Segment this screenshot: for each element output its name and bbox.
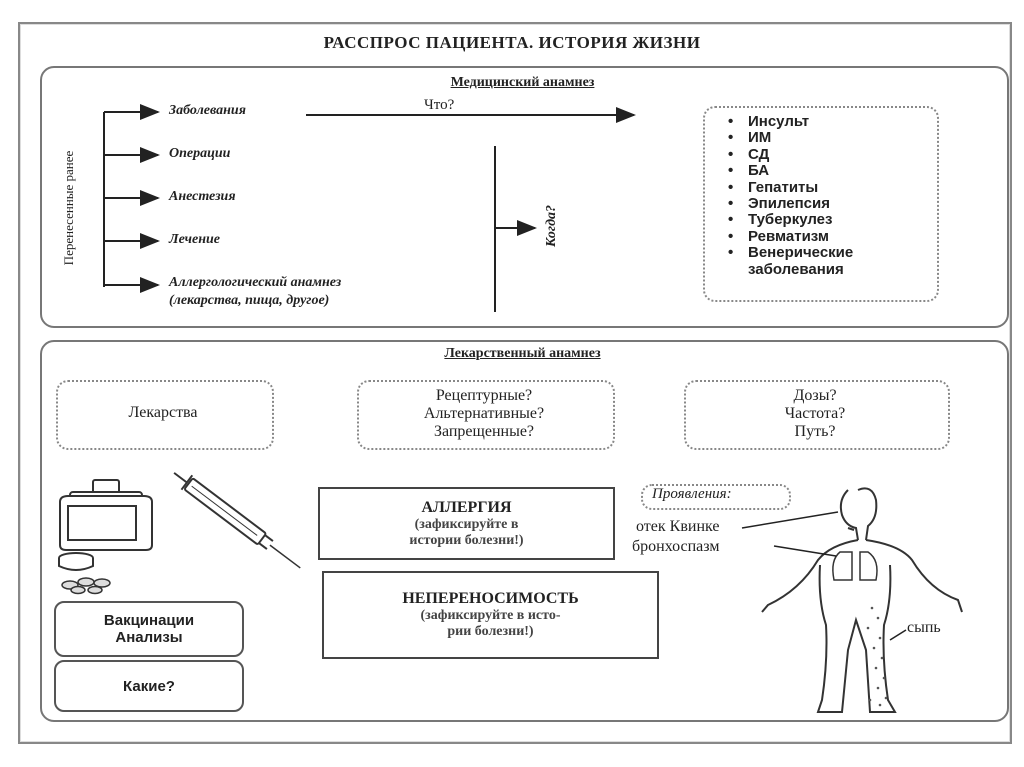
question-alternative: Альтернативные? (423, 405, 545, 422)
item-diseases: Заболевания (169, 103, 246, 118)
what-label: Что? (424, 97, 455, 113)
intolerance-note-2: рии болезни!) (447, 624, 534, 639)
intolerance-note-1: (зафиксируйте в исто- (420, 608, 561, 623)
question-route: Путь? (794, 423, 836, 440)
intolerance-title: НЕПЕРЕНОСИМОСТЬ (402, 590, 579, 607)
question-prescription: Рецептурные? (435, 387, 533, 404)
disease-item: • Инсульт (718, 114, 853, 130)
when-label: Когда? (544, 204, 559, 248)
question-frequency: Частота? (784, 405, 846, 422)
bronchospasm-label: бронхоспазм (632, 538, 720, 555)
disease-item: • СД (718, 147, 853, 163)
disease-item: • ИМ (718, 130, 853, 146)
which-label: Какие? (123, 677, 175, 695)
lungs-outline (833, 552, 877, 580)
drug-anamnesis-title: Лекарственный анамнез (444, 346, 601, 361)
disease-item: • Эпилепсия (718, 196, 853, 212)
item-allergy-history: Аллергологический анамнез (169, 275, 342, 290)
analyses-label: Анализы (115, 629, 183, 646)
allergy-note-2: истории болезни!) (409, 532, 524, 548)
disease-item: • БА (718, 163, 853, 179)
disease-item: • Гепатиты (718, 180, 853, 196)
drugs-label: Лекарства (128, 404, 198, 421)
manifestations-label: Проявления: (652, 486, 732, 502)
head-outline (841, 490, 858, 540)
page-title: РАССПРОС ПАЦИЕНТА. ИСТОРИЯ ЖИЗНИ (323, 33, 701, 52)
rash-pointer (890, 630, 906, 640)
medical-anamnesis-title: Медицинский анамнез (450, 75, 595, 90)
vaccinations-label: Вакцинации (103, 612, 195, 629)
allergy-note-1: (зафиксируйте в (414, 516, 519, 532)
item-allergy-detail: (лекарства, пища, другое) (169, 293, 330, 308)
rash-label: сыпь (907, 619, 941, 636)
quincke-pointer (742, 512, 838, 528)
disease-item: • Туберкулез (718, 212, 853, 228)
item-operations: Операции (169, 146, 231, 161)
item-anesthesia: Анестезия (169, 189, 236, 204)
disease-item-continuation: заболевания (748, 260, 844, 278)
allergy-title: АЛЛЕРГИЯ (421, 498, 512, 516)
previous-label: Перенесенные ранее (61, 150, 76, 266)
disease-item: • Венерические (718, 245, 853, 261)
disease-item: • Ревматизм (718, 229, 853, 245)
quincke-label: отек Квинке (636, 518, 720, 535)
item-treatment: Лечение (169, 232, 220, 247)
question-forbidden: Запрещенные? (433, 423, 535, 440)
question-dose: Дозы? (793, 387, 837, 404)
body-outline (762, 540, 962, 612)
